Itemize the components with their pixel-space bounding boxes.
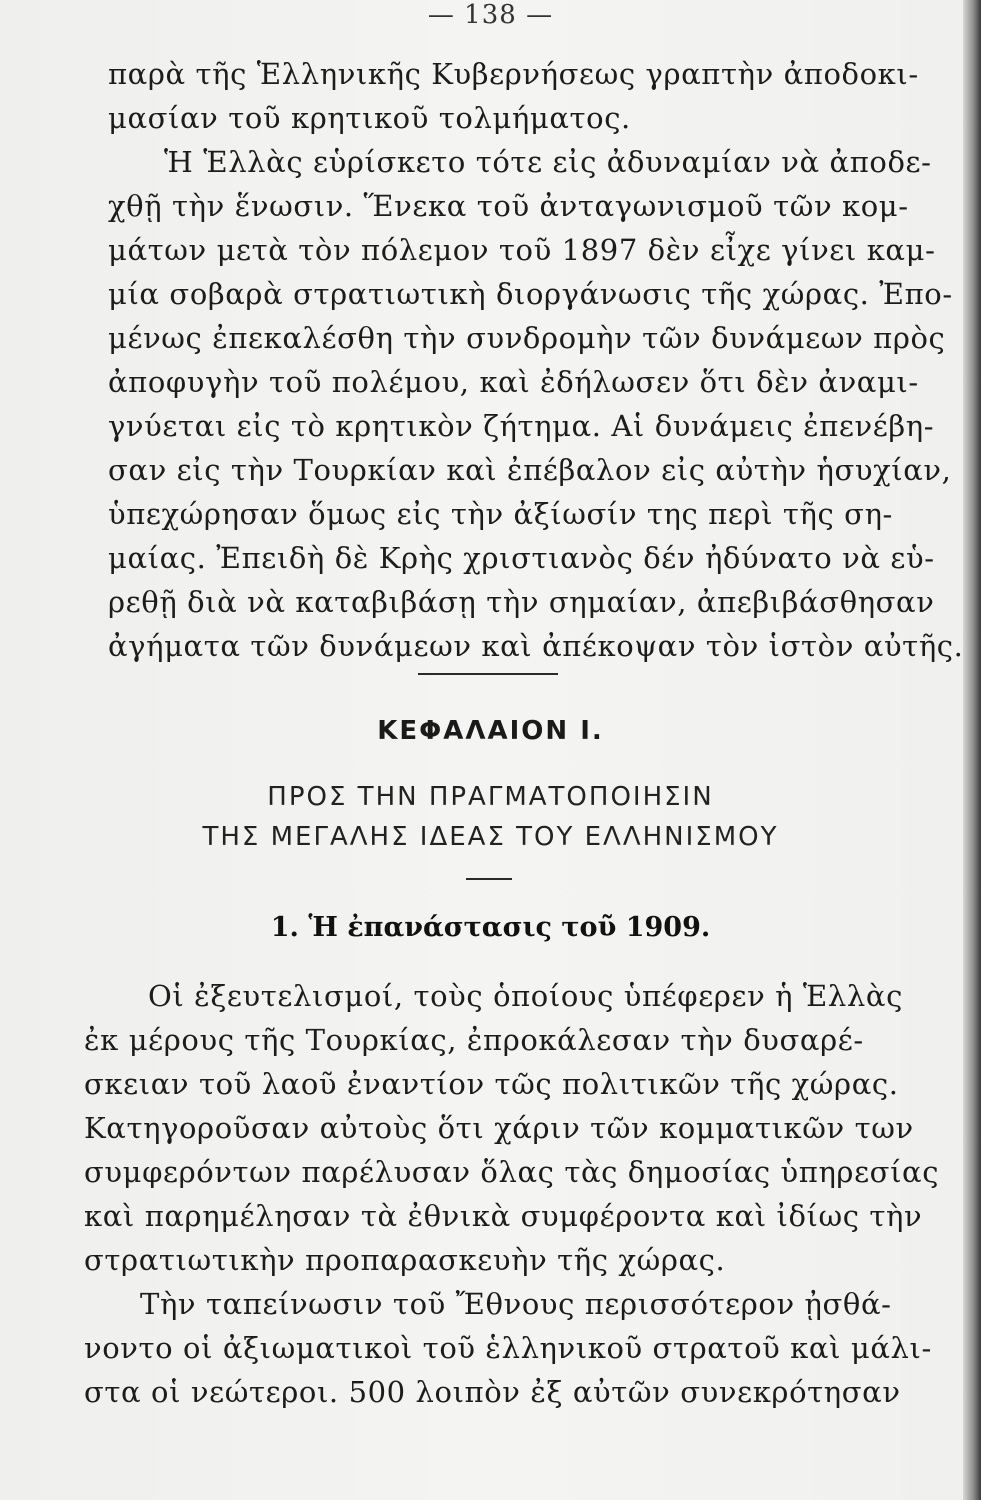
text-line: στα οἱ νεώτεροι. 500 λοιπὸν ἐξ αὐτῶν συνεκρότησαν [84,1375,901,1409]
text-line: ἀγήματα τῶν δυνάμεων καὶ ἀπέκοψαν τὸν ἱστὸν αὐτῆς. [108,629,964,663]
text-line: Κατηγοροῦσαν αὐτοὺς ὅτι χάριν τῶν κομματικῶν των [84,1111,914,1145]
text-line: μαίας. Ἐπειδὴ δὲ Κρὴς χριστιανὸς δέν ἠδύνατο νὰ εὑ- [108,541,935,575]
text-line: γνύεται εἰς τὸ κρητικὸν ζήτημα. Αἱ δυνάμεις ἐπενέβη- [108,409,935,443]
paragraph-bottom [84,974,940,1414]
text-line: ἀποφυγὴν τοῦ πολέμου, καὶ ἐδήλωσεν ὅτι δὲν ἀναμι- [108,365,919,399]
text-line: σκειαν τοῦ λαοῦ ἐναντίον τῶς πολιτικῶν τῆς χώρας. [84,1067,899,1101]
paragraph-top [108,52,964,663]
page-number: — 138 — [427,0,554,30]
section-heading: 1. Ἡ ἐπανάστασις τοῦ 1909. [270,912,711,943]
chapter-subtitle-line2: ΤΗΣ ΜΕΓΑΛΗΣ ΙΔΕΑΣ ΤΟΥ ΕΛΛΗΝΙΣΜΟΥ [202,822,779,852]
text-line: ρεθῇ διὰ νὰ καταβιβάσῃ τὴν σημαίαν, ἀπεβιβάσθησαν [108,585,935,619]
chapter-subtitle-line1: ΠΡΟΣ ΤΗΝ ΠΡΑΓΜΑΤΟΠΟΙΗΣΙΝ [267,782,714,812]
page-edge-shadow [963,0,981,1500]
text-line: στρατιωτικὴν προπαρασκευὴν τῆς χώρας. [84,1243,726,1277]
text-line: ὑπεχώρησαν ὅμως εἰς τὴν ἀξίωσίν της περὶ τῆς ση- [108,497,893,531]
text-line: Οἱ ἐξευτελισμοί, τοὺς ὁποίους ὑπέφερεν ἡ Ἑλλὰς [148,979,903,1013]
text-line: νοντο οἱ ἀξιωματικοὶ τοῦ ἑλληνικοῦ στρατοῦ καὶ μάλι- [84,1331,932,1365]
divider-rule [418,673,558,675]
text-line: ἐκ μέρους τῆς Τουρκίας, ἐπροκάλεσαν τὴν δυσαρέ- [84,1023,864,1057]
text-line: μία σοβαρὰ στρατιωτικὴ διοργάνωσις τῆς χώρας. Ἐπο- [108,277,953,311]
text-line: καὶ παρημέλησαν τὰ ἐθνικὰ συμφέροντα καὶ ἰδίως τὴν [84,1199,923,1233]
text-line: μάτων μετὰ τὸν πόλεμον τοῦ 1897 δὲν εἶχε γίνει καμ- [108,233,936,267]
text-line: Τὴν ταπείνωσιν τοῦ Ἔθνους περισσότερον ᾐσθά- [140,1287,892,1321]
text-line: μασίαν τοῦ κρητικοῦ τολμήματος. [108,101,631,135]
text-line: σαν εἰς τὴν Τουρκίαν καὶ ἐπέβαλον εἰς αὐτὴν ἡσυχίαν, [108,453,952,487]
text-line: Ἡ Ἑλλὰς εὑρίσκετο τότε εἰς ἀδυναμίαν νὰ ἀποδε- [164,145,932,179]
text-line: συμφερόντων παρέλυσαν ὅλας τὰς δημοσίας ὑπηρεσίας [84,1155,940,1189]
chapter-title: ΚΕΦΑΛΑΙΟΝ Ι. [377,716,604,746]
text-line: παρὰ τῆς Ἑλληνικῆς Κυβερνήσεως γραπτὴν ἀποδοκι- [108,57,919,91]
divider-rule-short [466,878,512,880]
text-line: χθῇ τὴν ἕνωσιν. Ἕνεκα τοῦ ἀνταγωνισμοῦ τῶν κομ- [108,189,909,223]
text-line: μένως ἐπεκαλέσθη τὴν συνδρομὴν τῶν δυνάμεων πρὸς [108,321,946,355]
